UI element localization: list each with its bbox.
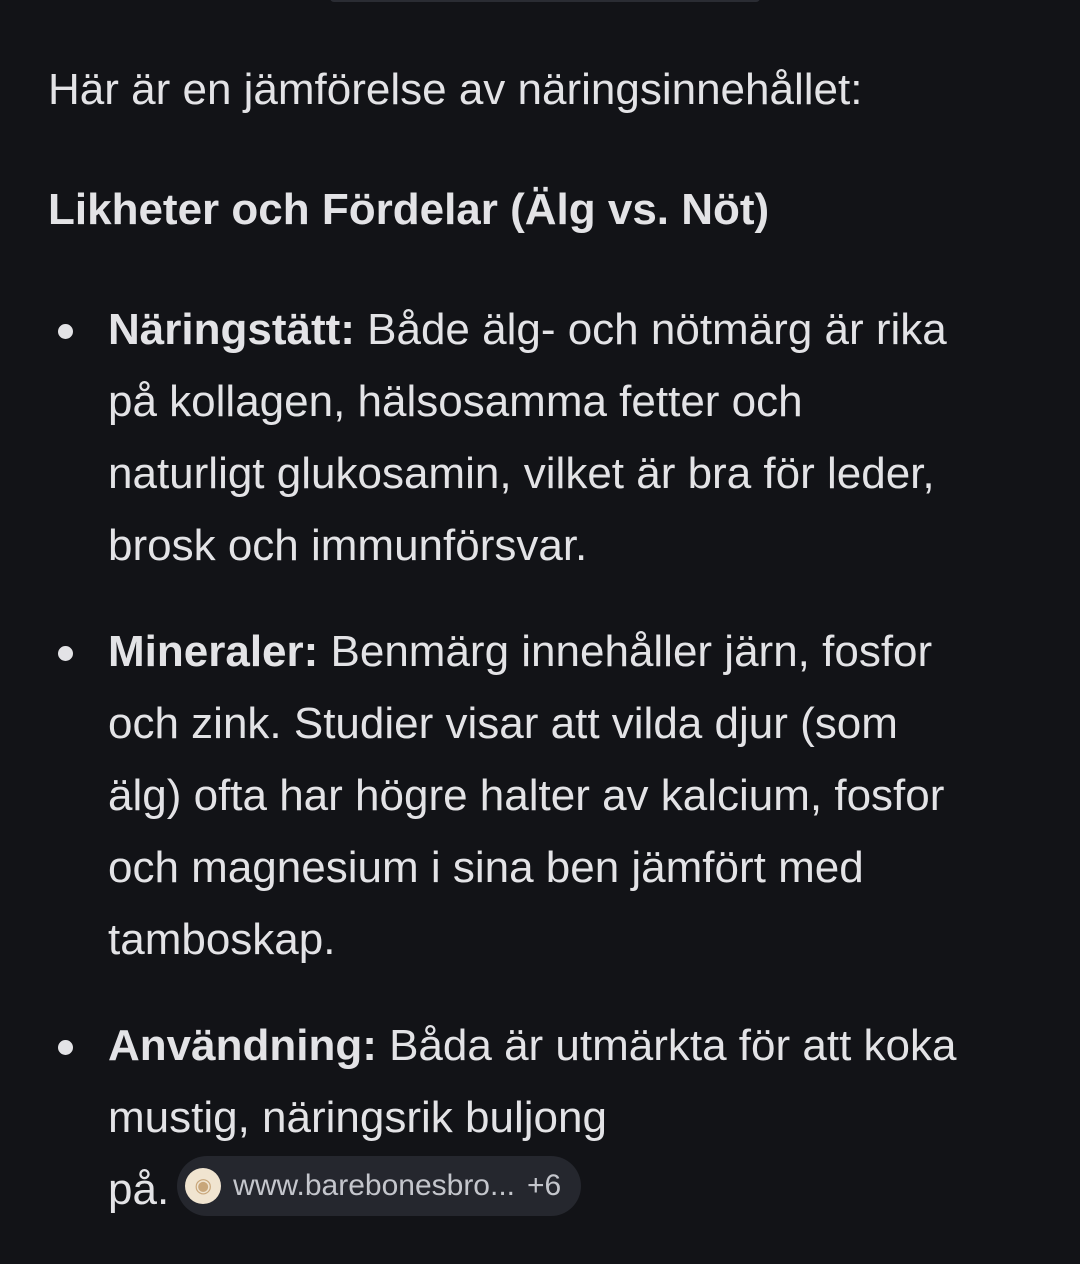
item-line: naturligt glukosamin, vilket är bra för leder, [108,449,935,498]
intro-text: Här är en jämförelse av näringsinnehållet: [48,65,863,114]
item-text: på. [108,1165,170,1214]
sheet-handle [330,0,760,2]
item-line: och zink. Studier visar att vilda djur (som [108,699,898,748]
item-term: Mineraler: [108,627,319,676]
source-chip-count: +6 [527,1169,562,1203]
list-item [48,294,1038,582]
item-term: Näringstätt: [108,305,355,354]
bullet-icon [58,324,73,339]
bullet-icon [58,1040,73,1055]
section-heading: Likheter och Fördelar (Älg vs. Nöt) [48,185,770,234]
list-item [48,616,1038,976]
source-chip-label: www.barebonesbro... [233,1169,515,1203]
item-line: tamboskap. [108,915,336,964]
bullet-icon [58,646,73,661]
item-text: Benmärg innehåller järn, fosfor [318,627,933,676]
item-term: Användning: [108,1021,377,1070]
source-chip[interactable] [177,1156,581,1216]
item-line [108,1010,1038,1082]
item-line: brosk och immunförsvar. [108,521,588,570]
item-line [108,294,1038,366]
comparison-list [48,294,1038,1260]
item-line: och magnesium i sina ben jämfört med [108,843,864,892]
list-item [48,1010,1038,1226]
item-line [108,616,1038,688]
item-text: Båda är utmärkta för att koka [376,1021,957,1070]
site-favicon-icon: ◉ [185,1168,221,1204]
item-line [108,1154,1038,1226]
item-line: mustig, näringsrik buljong [108,1093,607,1142]
item-line: på kollagen, hälsosamma fetter och [108,377,803,426]
item-text: Både älg- och nötmärg är rika [354,305,947,354]
item-line: älg) ofta har högre halter av kalcium, fosfor [108,771,945,820]
